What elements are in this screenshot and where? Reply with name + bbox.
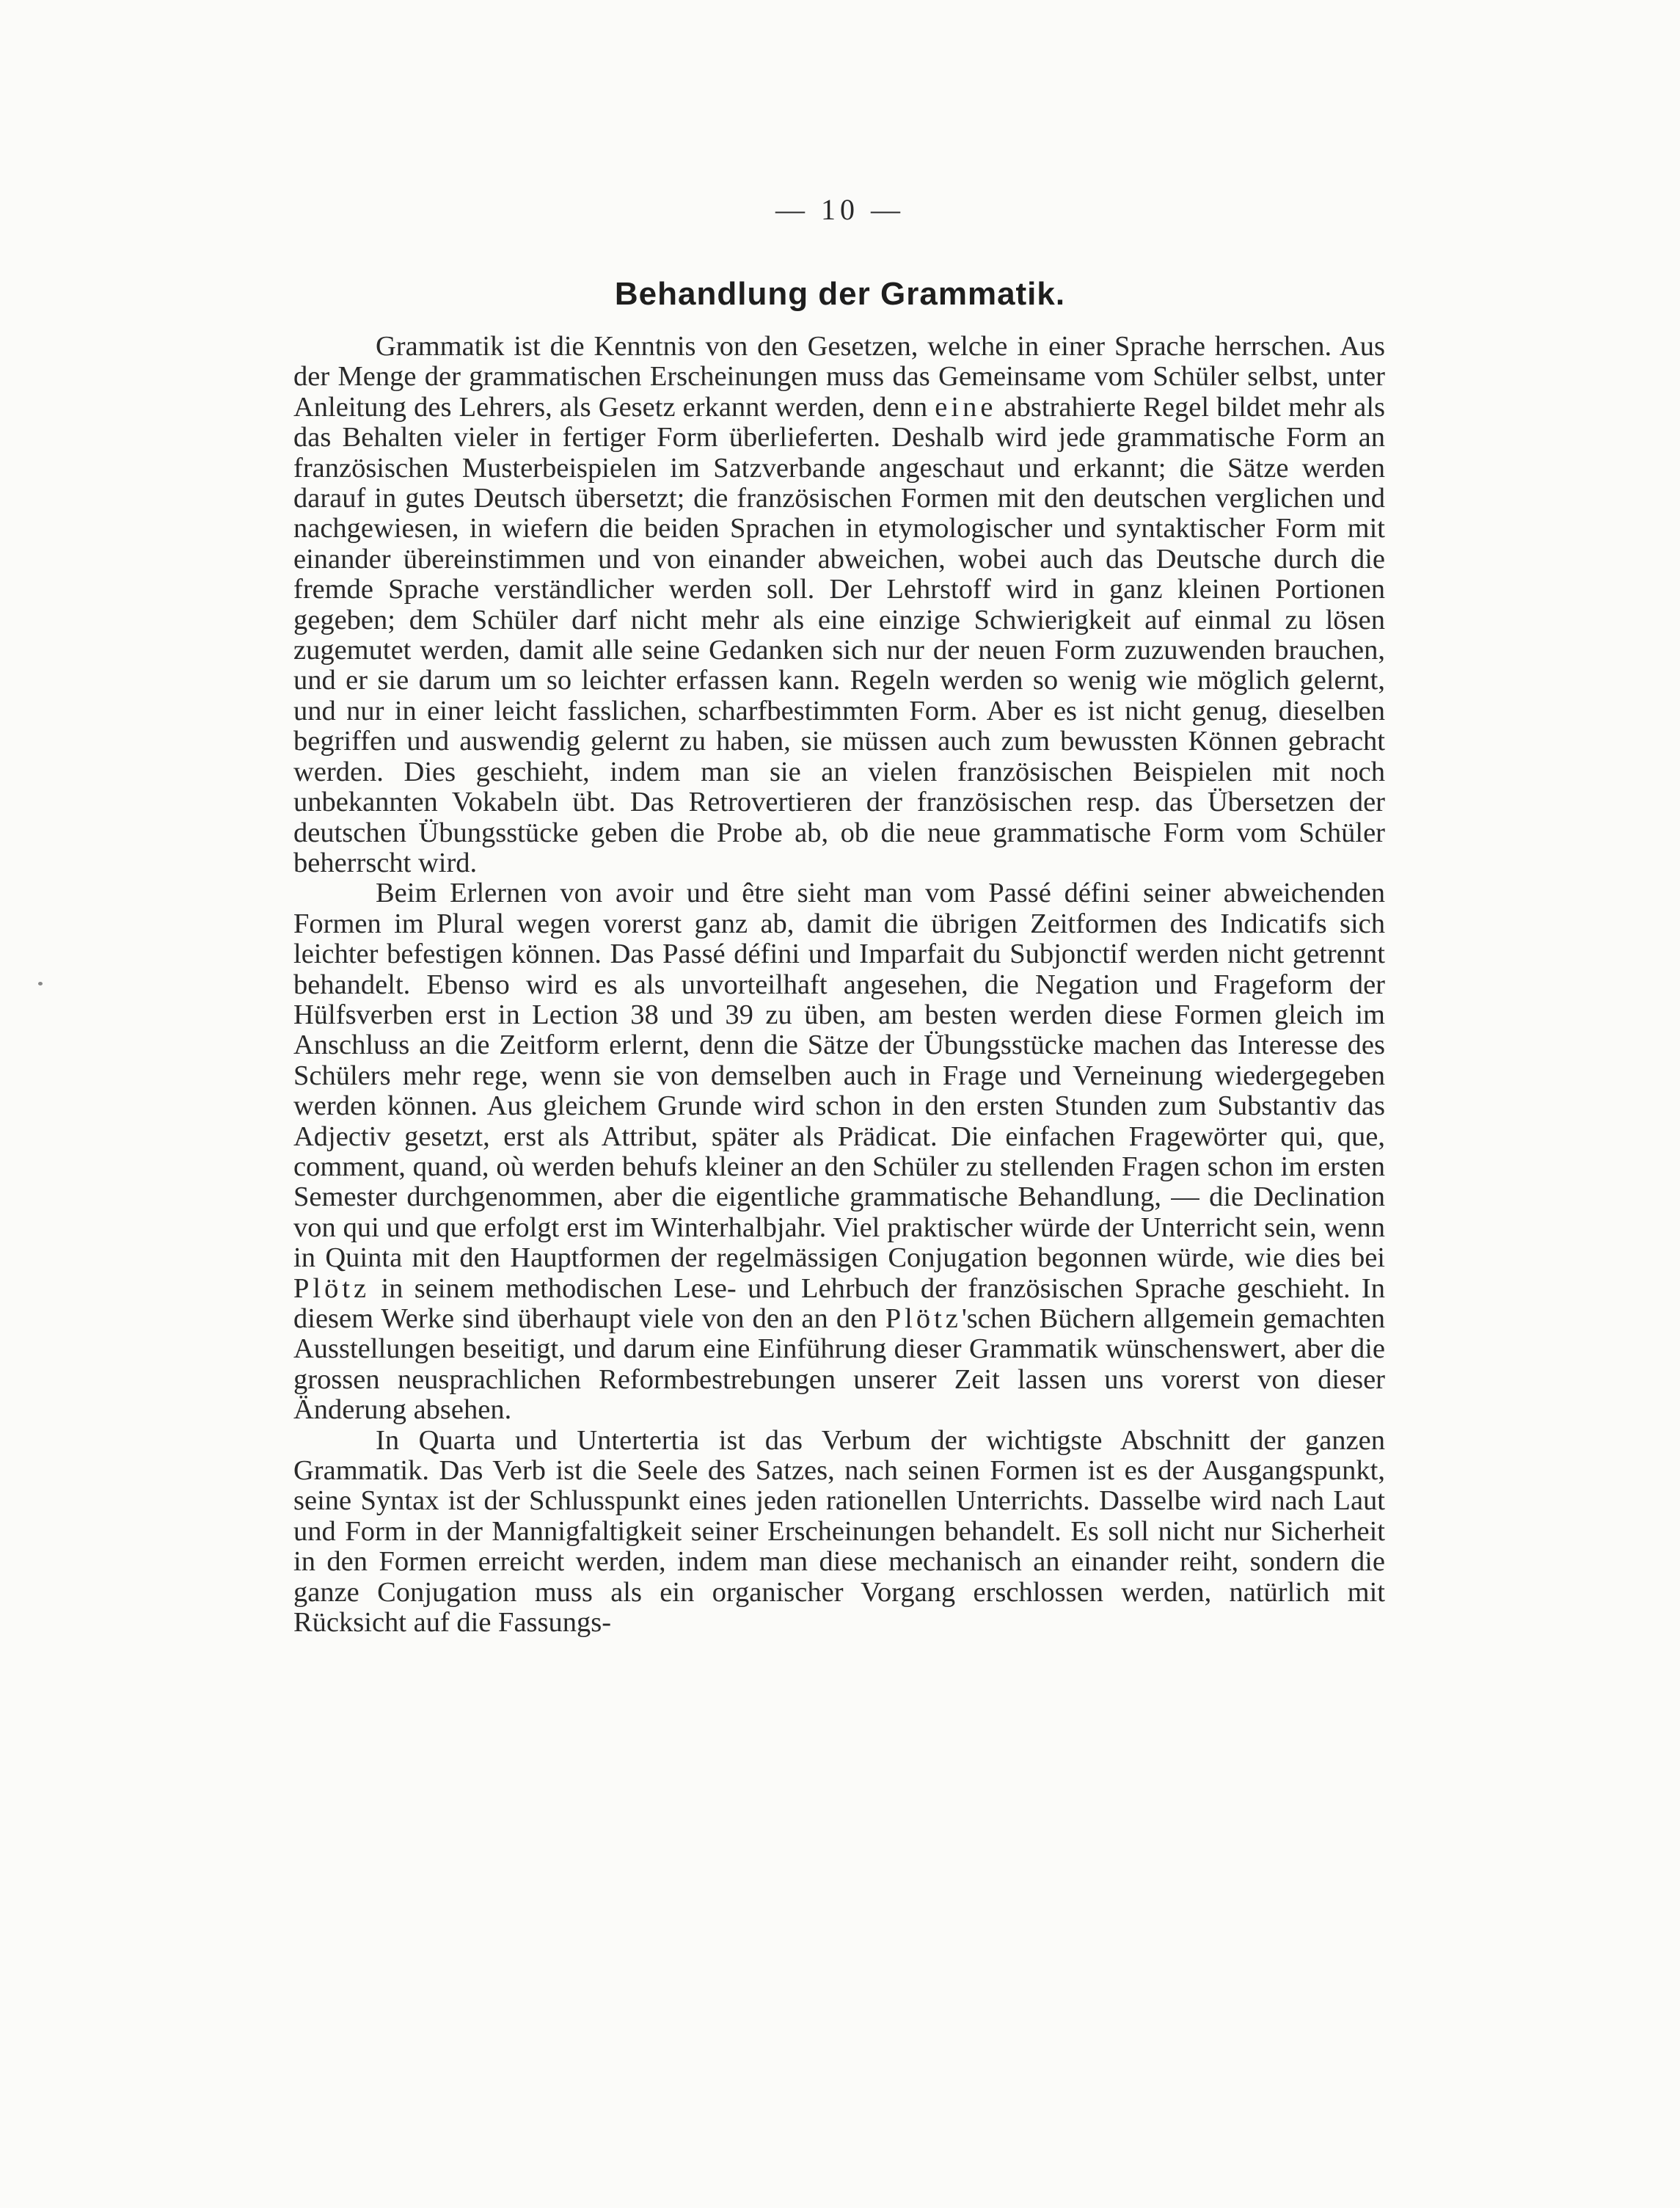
paragraph-2-text-c: 'schen Büchern allgemein gemachten Ausstellungen beseitigt, und darum eine Einführung dieser Grammatik wünschenswert, aber die grossen neusprachlichen Reformbestrebungen unserer Zeit lassen uns vorerst von dieser Änderung absehen. <box>293 1303 1385 1426</box>
page-title: Behandlung der Grammatik. <box>614 276 1066 312</box>
paragraph-2-text-b: in seinem methodischen Lese- und Lehrbuch der französischen Sprache geschieht. In diesem Werke sind überhaupt viele von den an den <box>293 1272 1385 1334</box>
emphasis-ploetz-1: Plötz <box>293 1272 370 1304</box>
body-text <box>293 332 1385 1638</box>
page-number: — 10 — <box>775 193 905 226</box>
margin-speck <box>38 982 43 985</box>
emphasis-ploetz-2: Plötz <box>885 1303 962 1334</box>
paragraph-1-text-a: Grammatik ist die Kenntnis von den Gesetzen, welche in einer Sprache herrschen. Aus der Menge der grammatischen Erscheinungen muss das Gemeinsame vom Schüler selbst, unter Anleitung des Lehrers, als Gesetz erkannt werden, denn <box>293 331 1385 423</box>
paragraph-2 <box>293 878 1385 1425</box>
paragraph-2-text-a: Beim Erlernen von avoir und être sieht man vom Passé défini seiner abweichenden Formen im Plural wegen vorerst ganz ab, damit die übrigen Zeitformen des Indicatifs sich leichter befestigen können. Das Passé défini und Imparfait du Subjonctif werden nicht getrennt behandelt. Ebenso wird es als unvorteilhaft angesehen, die Negation und Frageform der Hülfsverben erst in Lection 38 und 39 zu üben, am besten werden diese Formen gleich im Anschluss an die Zeitform erlernt, denn die Sätze der Übungsstücke machen das Interesse des Schülers mehr rege, wenn sie von demselben auch in Frage und Verneinung wiedergegeben werden können. Aus gleichem Grunde wird schon in den ersten Stunden zum Substantiv das Adjectiv gesetzt, erst als Attribut, später als Prädicat. Die einfachen Fragewörter qui, que, comment, quand, où werden behufs kleiner an den Schüler zu stellenden Fragen schon im ersten Semester durchgenommen, aber die eigentliche grammatische Behandlung, — die Declination von qui und que erfolgt erst im Winterhalbjahr. Viel praktischer würde der Unterricht sein, wenn in Quinta mit den Hauptformen der regelmässigen Conjugation begonnen würde, wie dies bei <box>293 878 1385 1274</box>
emphasis-eine: eine <box>935 391 997 423</box>
paragraph-3-text-a: In Quarta und Untertertia ist das Verbum der wichtigste Abschnitt der ganzen Grammatik. Das Verb ist die Seele des Satzes, nach seinen Formen ist es der Ausgangspunkt, seine Syntax ist der Schlusspunkt eines jeden rationellen Unterrichts. Dasselbe wird nach Laut und Form in der Mannigfaltigkeit seiner Erscheinungen behandelt. Es soll nicht nur Sicherheit in den Formen erreicht werden, indem man diese mechanisch an einander reiht, sondern die ganze Conjugation muss als ein organischer Vorgang erschlossen werden, natürlich mit Rücksicht auf die Fassungs- <box>293 1424 1385 1639</box>
paragraph-3 <box>293 1426 1385 1639</box>
paragraph-1-text-b: abstrahierte Regel bildet mehr als das Behalten vieler in fertiger Form überlieferten. Deshalb wird jede grammatische Form an französischen Musterbeispielen im Satzverbande angeschaut und erkannt; die Sätze werden darauf in gutes Deutsch übersetzt; die französischen Formen mit den deutschen verglichen und nachgewiesen, in wiefern die beiden Sprachen in etymologischer und syntaktischer Form mit einander übereinstimmen und von einander abweichen, wobei auch das Deutsche durch die fremde Sprache verständlicher werden soll. Der Lehrstoff wird in ganz kleinen Portionen gegeben; dem Schüler darf nicht mehr als eine einzige Schwierigkeit auf einmal zu lösen zugemutet werden, damit alle seine Gedanken sich nur der neuen Form zuzuwenden brauchen, und er sie darum um so leichter erfassen kann. Regeln werden so wenig wie möglich gelernt, und nur in einer leicht fasslichen, scharfbestimmten Form. Aber es ist nicht genug, dieselben begriffen und auswendig gelernt zu haben, sie müssen auch zum bewussten Können gebracht werden. Dies geschieht, indem man sie an vielen französischen Beispielen mit noch unbekannten Vokabeln übt. Das Retrovertieren der französischen resp. das Übersetzen der deutschen Übungsstücke geben die Probe ab, ob die neue grammatische Form vom Schüler beherrscht wird. <box>293 391 1386 878</box>
paragraph-1 <box>293 332 1385 878</box>
